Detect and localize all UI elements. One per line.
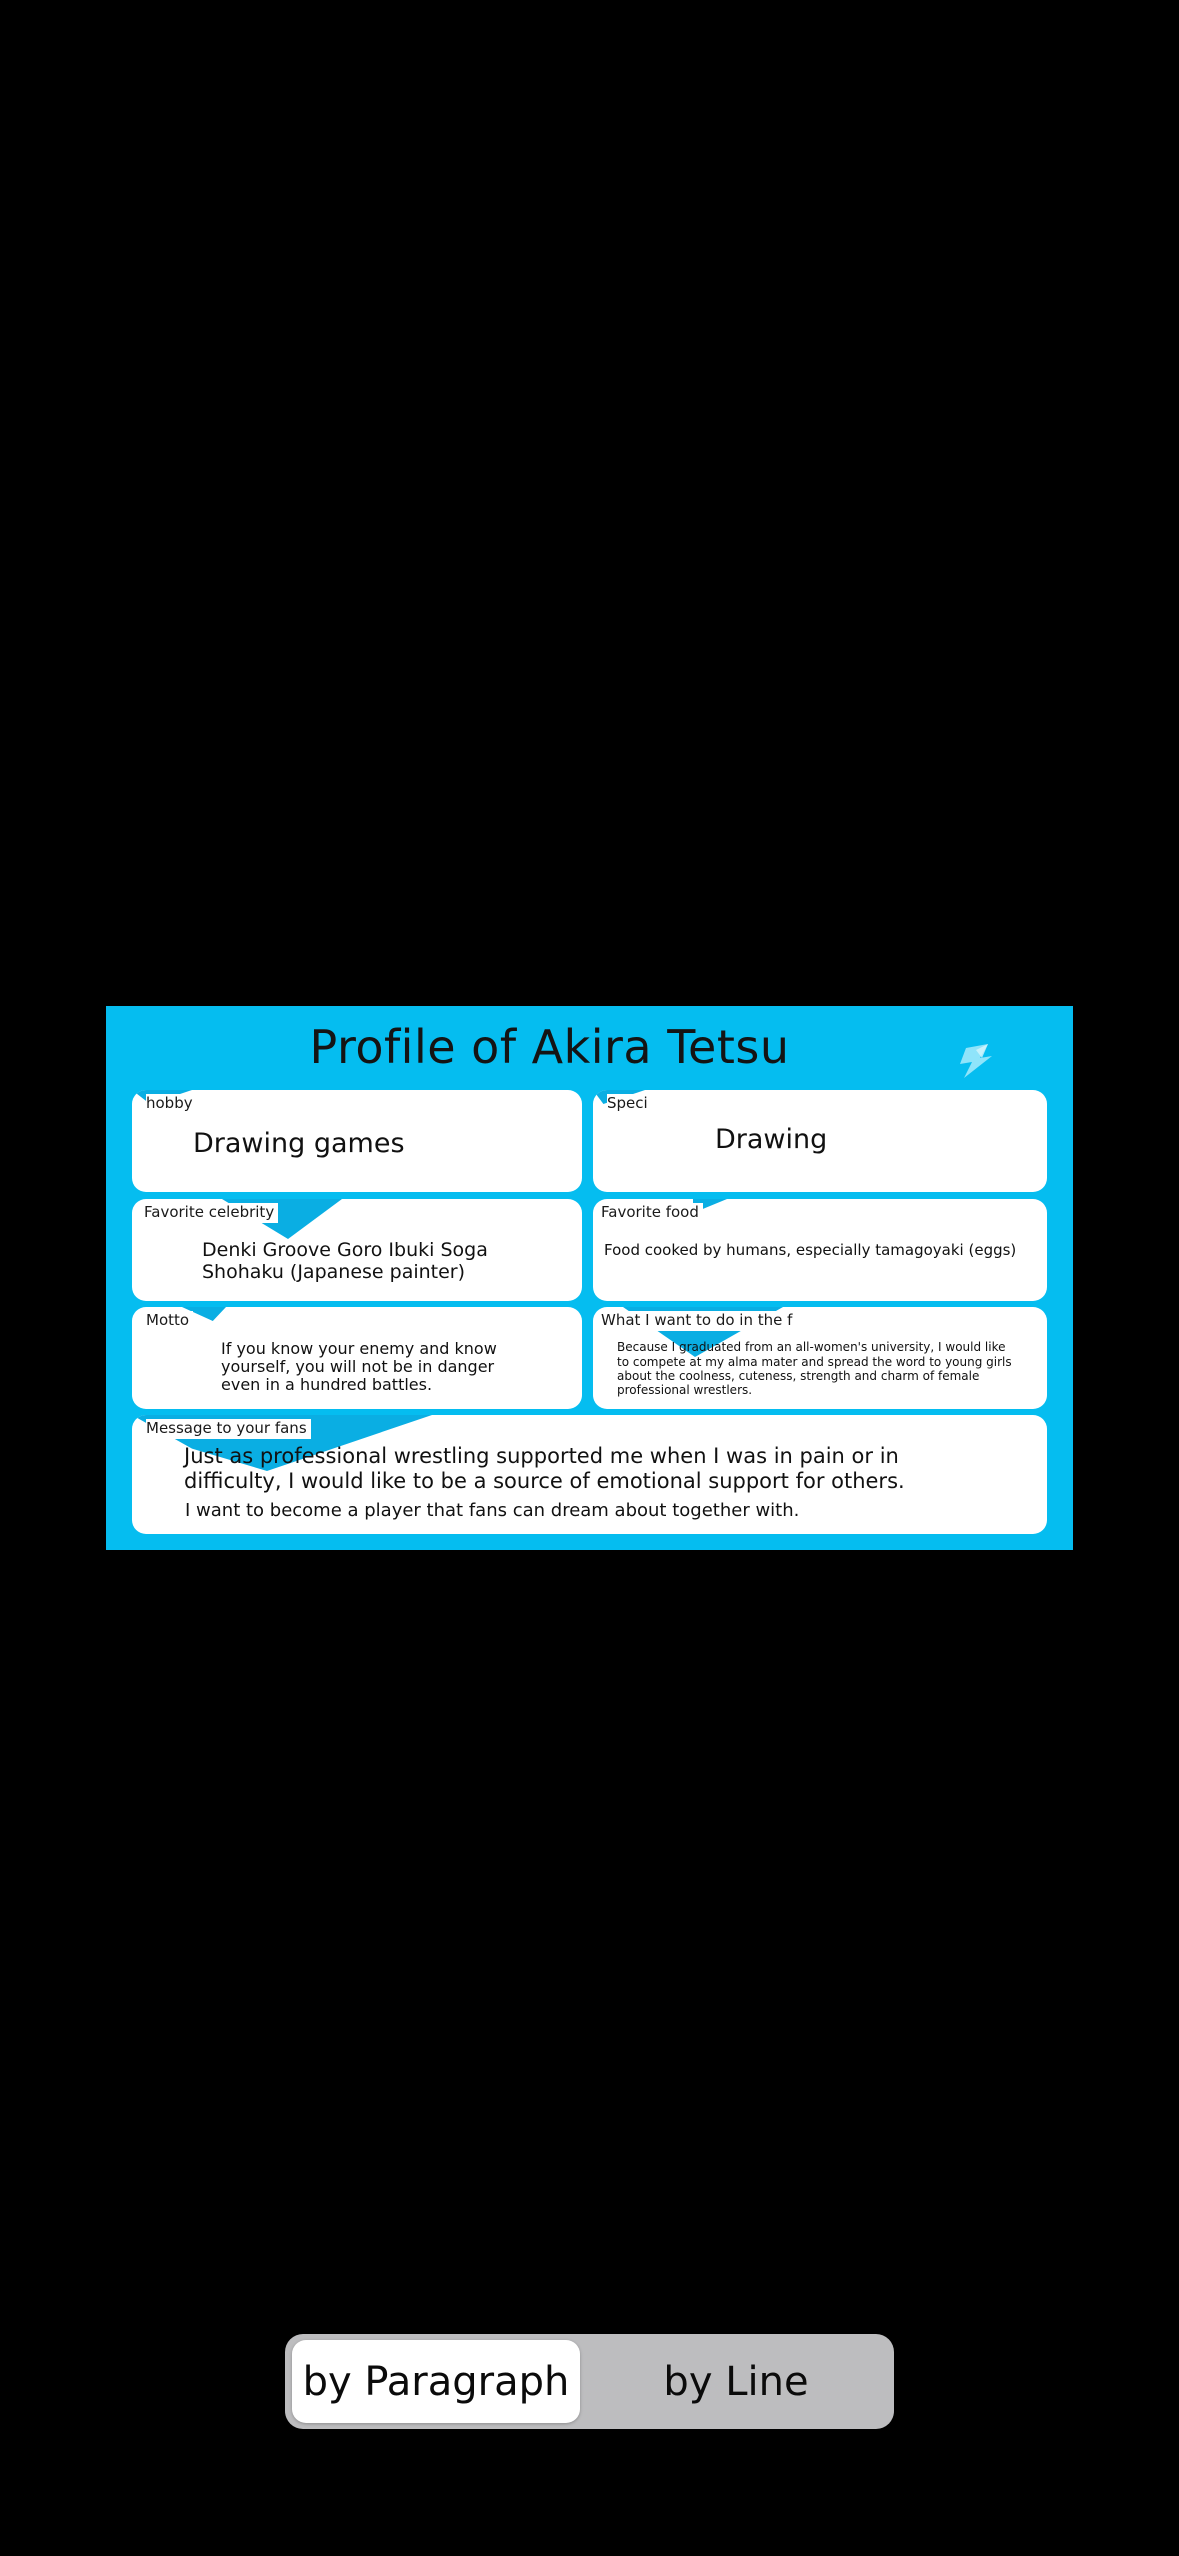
panel-value-celebrity-line1: Denki Groove Goro Ibuki Soga [202, 1239, 488, 1261]
panel-value-food: Food cooked by humans, especially tamagoyaki (eggs) [604, 1241, 1017, 1259]
panel-motto [132, 1307, 582, 1409]
panel-message [132, 1415, 1047, 1534]
panel-value-message-line1: Just as professional wrestling supported me when I was in pain or in [184, 1444, 899, 1468]
panel-value-future-line2: to compete at my alma mater and spread the word to young girls [617, 1355, 1012, 1369]
panel-food [593, 1199, 1047, 1301]
panel-label-special: Speci [607, 1094, 652, 1114]
profile-title: Profile of Akira Tetsu [309, 1020, 790, 1074]
panel-value-celebrity-line2: Shohaku (Japanese painter) [202, 1261, 466, 1283]
panel-value-special: Drawing [715, 1124, 828, 1155]
panel-label-message: Message to your fans [146, 1419, 311, 1439]
translated-image[interactable] [106, 1006, 1073, 1550]
panel-value-motto-line3: even in a hundred battles. [221, 1375, 433, 1394]
panel-label-hobby: hobby [146, 1094, 197, 1114]
panel-value-motto-line1: If you know your enemy and know [221, 1339, 497, 1358]
panel-label-celebrity: Favorite celebrity [144, 1203, 278, 1223]
by-line-segment[interactable]: by Line [663, 2358, 809, 2405]
panel-value-hobby: Drawing games [193, 1128, 405, 1159]
panel-value-future-line4: professional wrestlers. [617, 1383, 753, 1397]
panel-value-future-line1: Because I graduated from an all-women's university, I would like [617, 1340, 1006, 1354]
panel-value-motto-line2: yourself, you will not be in danger [221, 1357, 495, 1376]
panel-label-motto: Motto [146, 1311, 193, 1331]
lightning-logo-icon [958, 1044, 998, 1078]
panel-value-message-line3: I want to become a player that fans can dream about together with. [185, 1500, 800, 1521]
panel-value-future-line3: about the coolness, cuteness, strength and charm of female [617, 1369, 980, 1383]
panel-hobby [132, 1090, 582, 1192]
panel-label-future: What I want to do in the f [601, 1311, 796, 1331]
view-mode-segmented-control [285, 2334, 894, 2429]
panel-label-food: Favorite food [601, 1203, 703, 1223]
by-paragraph-segment[interactable]: by Paragraph [292, 2340, 580, 2423]
panel-value-message-line2: difficulty, I would like to be a source of emotional support for others. [184, 1469, 905, 1493]
panel-special [593, 1090, 1047, 1192]
panel-celebrity [132, 1199, 582, 1301]
panel-future [593, 1307, 1047, 1409]
